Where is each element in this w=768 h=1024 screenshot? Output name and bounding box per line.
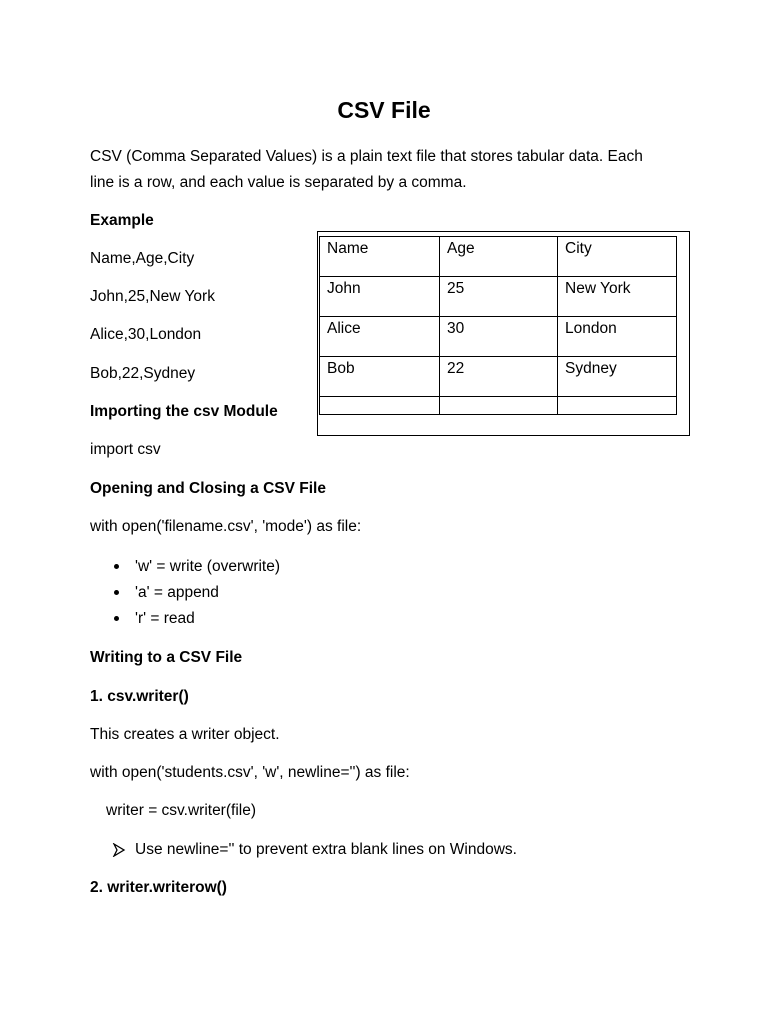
table-cell: New York	[558, 277, 677, 317]
table-cell: Sydney	[558, 357, 677, 397]
list-item: 'w' = write (overwrite)	[135, 558, 281, 575]
writer-code-line-1: with open('students.csv', 'w', newline='') as file:	[90, 764, 410, 781]
bullet-icon	[114, 590, 119, 595]
table-cell: 25	[440, 277, 558, 317]
example-line: Bob,22,Sydney	[90, 365, 196, 382]
table-cell	[558, 397, 677, 415]
intro-line-2: line is a row, and each value is separated by a comma.	[90, 174, 467, 191]
table-row	[320, 397, 677, 415]
table-cell: Alice	[320, 317, 440, 357]
table-cell: London	[558, 317, 677, 357]
bullet-icon	[114, 564, 119, 569]
opening-heading: Opening and Closing a CSV File	[90, 480, 326, 497]
writer-code-line-2: writer = csv.writer(file)	[106, 802, 256, 819]
example-heading: Example	[90, 212, 154, 229]
table-cell: Name	[320, 237, 440, 277]
example-line: John,25,New York	[90, 288, 215, 305]
example-line: Alice,30,London	[90, 326, 202, 343]
intro-line-1: CSV (Comma Separated Values) is a plain text file that stores tabular data. Each	[90, 148, 643, 165]
csv-table	[319, 236, 677, 415]
example-line: Name,Age,City	[90, 250, 195, 267]
table-cell	[320, 397, 440, 415]
writerow-subheading: 2. writer.writerow()	[90, 879, 227, 896]
opening-code: with open('filename.csv', 'mode') as file:	[90, 518, 362, 535]
arrow-bullet-icon	[112, 843, 126, 857]
importing-heading: Importing the csv Module	[90, 403, 278, 420]
bullet-icon	[114, 616, 119, 621]
page-title: CSV File	[337, 97, 431, 123]
table-cell	[440, 397, 558, 415]
list-item: 'r' = read	[135, 610, 195, 627]
table-row	[320, 357, 677, 397]
table-cell: City	[558, 237, 677, 277]
list-item: 'a' = append	[135, 584, 219, 601]
newline-note: Use newline='' to prevent extra blank lines on Windows.	[135, 841, 517, 858]
writing-heading: Writing to a CSV File	[90, 649, 243, 666]
table-cell: Bob	[320, 357, 440, 397]
table-row	[320, 317, 677, 357]
table-cell: John	[320, 277, 440, 317]
table-row	[320, 277, 677, 317]
writer-description: This creates a writer object.	[90, 726, 280, 743]
table-cell: 22	[440, 357, 558, 397]
writer-subheading: 1. csv.writer()	[90, 688, 189, 705]
importing-code: import csv	[90, 441, 161, 458]
table-row	[320, 237, 677, 277]
table-cell: 30	[440, 317, 558, 357]
table-cell: Age	[440, 237, 558, 277]
